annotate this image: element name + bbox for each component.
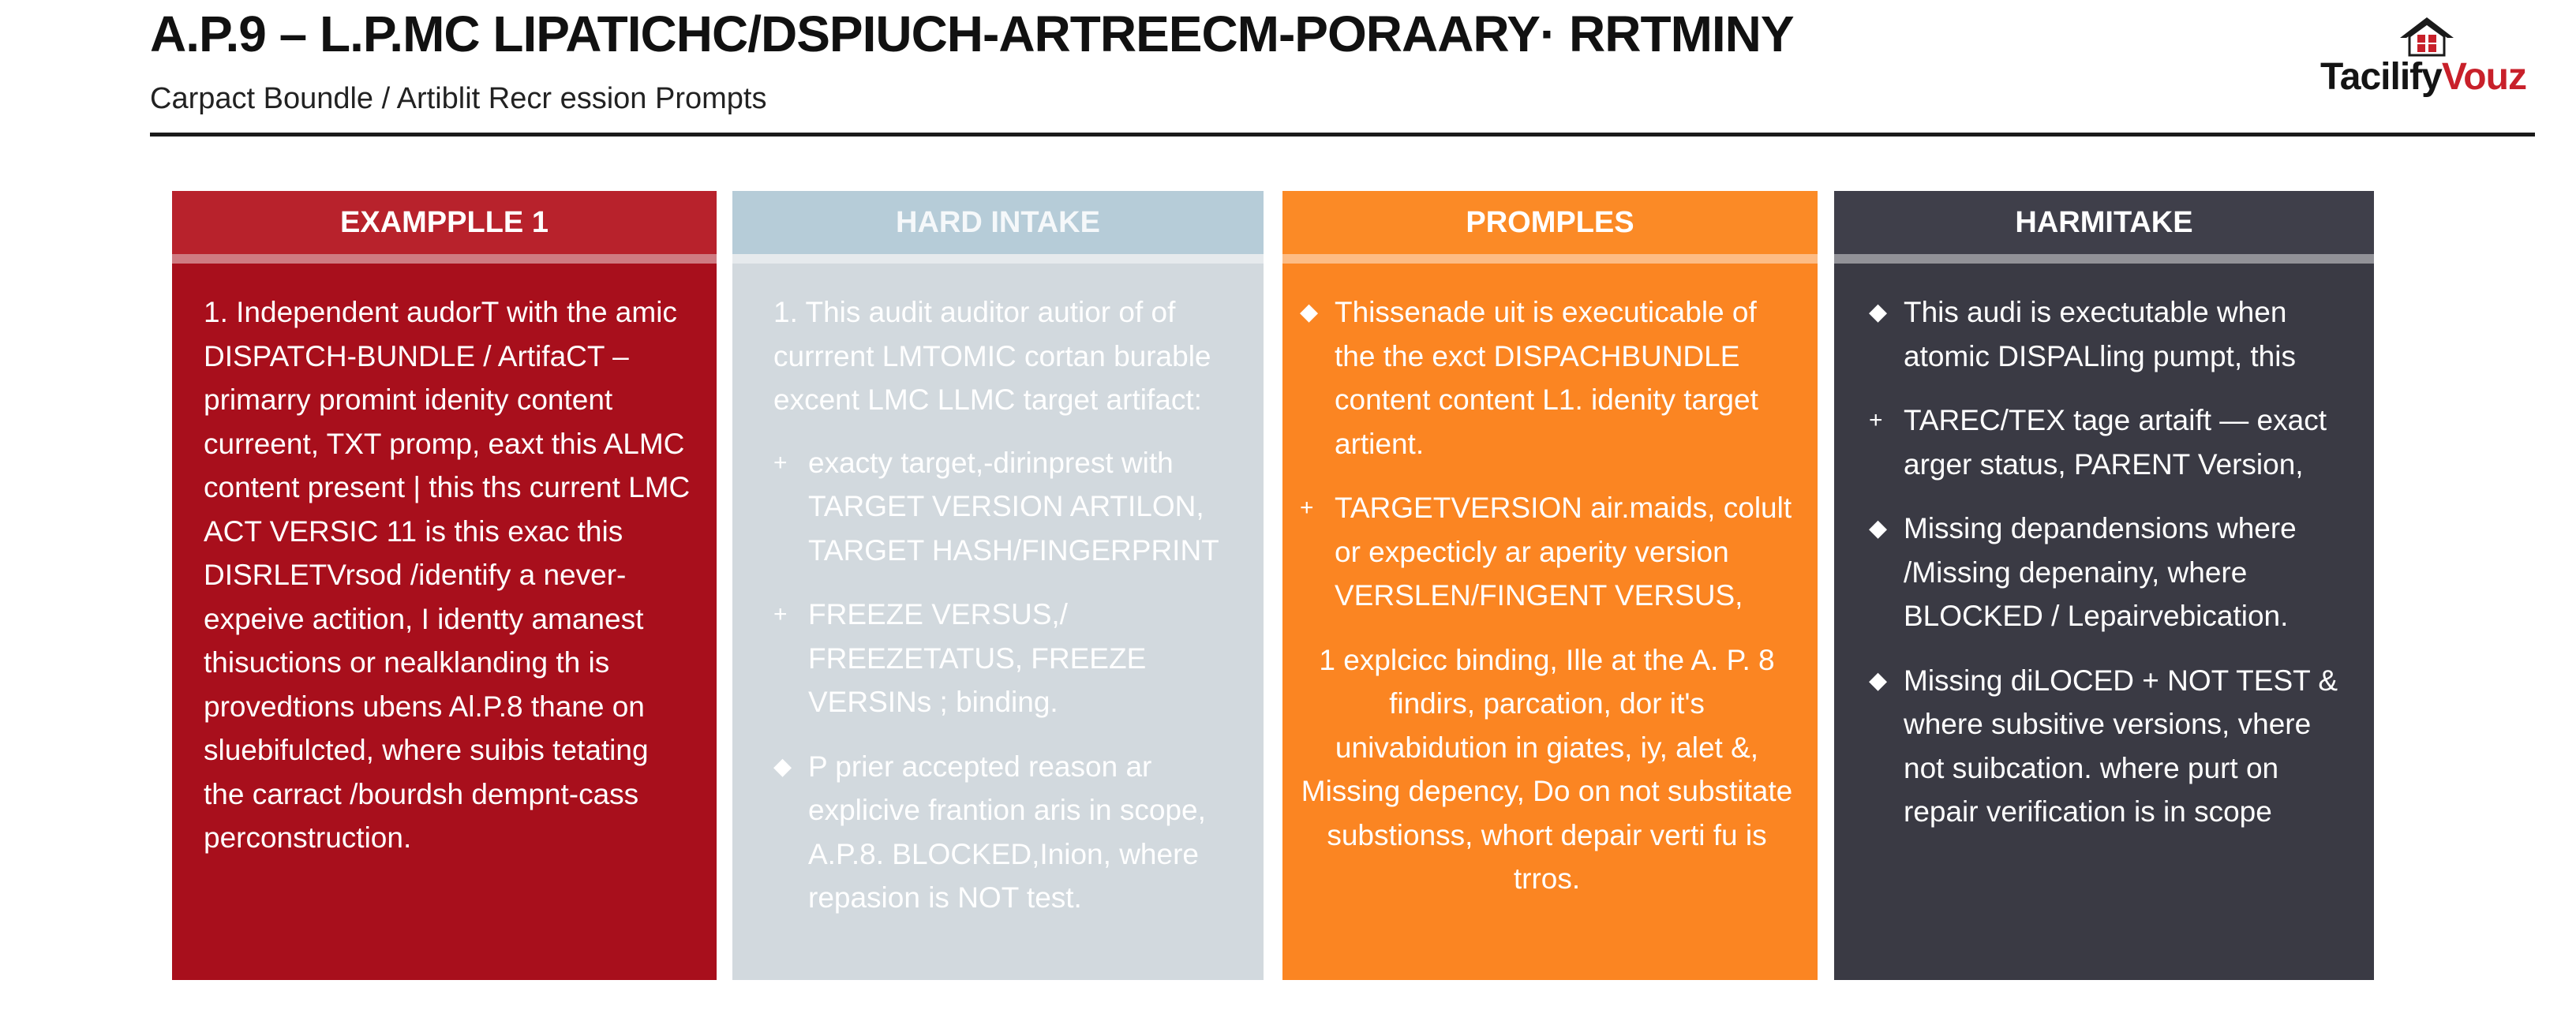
list-item: [773, 745, 1240, 920]
panel-body: [204, 290, 693, 879]
panel-closing: 1 explcicc binding, Ille at the A. P. 8 findirs, parcation, dor it's univabidution in giates, iy, alet &, Missing depency, Do on not substitate substionss, whort depair verti fu is trros.: [1301, 643, 1793, 895]
brand-text-accent: Vouz: [2441, 56, 2526, 98]
panel-intro: 1. This audit auditor autior of of currrent LMTOMIC cortan burable excent LMC LLMC target artifact:: [773, 296, 1211, 416]
diamond-bullet-icon: ◆: [1869, 515, 1888, 541]
house-icon: [2395, 14, 2458, 58]
list-item: [773, 593, 1240, 724]
plus-icon: +: [1300, 495, 1314, 521]
panel-example-1: [172, 191, 717, 980]
panel-divider: [732, 254, 1264, 264]
panel-heading: EXAMPPLLE 1: [172, 191, 717, 254]
page-title: A.P.9 – L.P.MC LIPATICHC/DSPIUCH-ARTREECM-PORAARY· RRTMINY: [150, 6, 1794, 62]
panel-paragraph: 1. Independent audorT with the amic DISPATCH-BUNDLE / ArtifaCT – primarry promint idenity content curreent, TXT promp, eaxt this ALMC content present | this ths current LMC ACT VERSIC 11 is this exac this DISRLETVrsod /identify a never-expeive actition, I identty amanest thisuctions or nealklanding th is provedtions ubens Al.P.8 thane on sluebifulcted, where suibis tetating the carract /bourdsh dempnt-cass perconstruction.: [204, 296, 691, 854]
list-item-text: Missing depandensions where /Missing depenainy, where BLOCKED / Lepairvebication.: [1904, 512, 2297, 632]
brand-wordmark: [2320, 55, 2557, 99]
panel-divider: [1282, 254, 1818, 264]
list-item-text: P prier accepted reason ar explicive frantion aris in scope, A.P.8. BLOCKED,Inion, where repasion is NOT test.: [808, 750, 1206, 914]
panel-heading: PROMPLES: [1282, 191, 1818, 254]
list-item-text: TAREC/TEX tage artaift — exact arger status, PARENT Version,: [1904, 404, 2327, 481]
panel-divider: [172, 254, 717, 264]
panel-hard-intake: [732, 191, 1264, 980]
list-item-text: Thissenade uit is executicable of the the exct DISPACHBUNDLE content content L1. idenity target artient.: [1335, 296, 1758, 460]
plus-icon: +: [1869, 407, 1883, 433]
list-item: [1869, 290, 2350, 378]
panel-harmitake: [1834, 191, 2374, 980]
list-item: [1300, 486, 1794, 618]
panel-body: [773, 290, 1240, 941]
panel-heading: HARMITAKE: [1834, 191, 2374, 254]
list-item: [773, 441, 1240, 573]
diamond-bullet-icon: ◆: [1869, 667, 1888, 694]
diamond-bullet-icon: ◆: [773, 753, 792, 780]
brand-logo: [2320, 14, 2541, 101]
list-item-text: Missing diLOCED + NOT TEST & where subsitive versions, vhere not suibcation. where purt on repair verification is in scope: [1904, 664, 2338, 828]
panel-divider: [1834, 254, 2374, 264]
list-item: [1300, 290, 1794, 466]
header-divider: [150, 133, 2535, 137]
plus-icon: +: [773, 601, 788, 627]
panel-body: [1869, 290, 2350, 855]
diamond-bullet-icon: ◆: [1869, 299, 1888, 325]
diamond-bullet-icon: ◆: [1300, 299, 1319, 325]
list-item: [1869, 507, 2350, 638]
list-item-text: FREEZE VERSUS,/ FREEZETATUS, FREEZE VERSINs ; binding.: [808, 598, 1147, 718]
panel-promples: [1282, 191, 1818, 980]
plus-icon: +: [773, 449, 788, 476]
list-item-text: TARGETVERSION air.maids, colult or expecticly ar aperity version VERSLEN/FINGENT VERSUS,: [1335, 492, 1792, 612]
panel-body: [1300, 290, 1794, 920]
list-item: [1869, 398, 2350, 486]
list-item-text: exacty target,-dirinprest with TARGET VERSION ARTILON, TARGET HASH/FINGERPRINT: [808, 446, 1219, 567]
list-item: [1869, 659, 2350, 834]
panel-heading: HARD INTAKE: [732, 191, 1264, 254]
page-subtitle: Carpact Boundle / Artiblit Recr ession Prompts: [150, 82, 767, 115]
list-item-text: This audi is exectutable when atomic DISPALling pumpt, this: [1904, 296, 2296, 372]
brand-text-dark: Tacilify: [2320, 56, 2442, 98]
